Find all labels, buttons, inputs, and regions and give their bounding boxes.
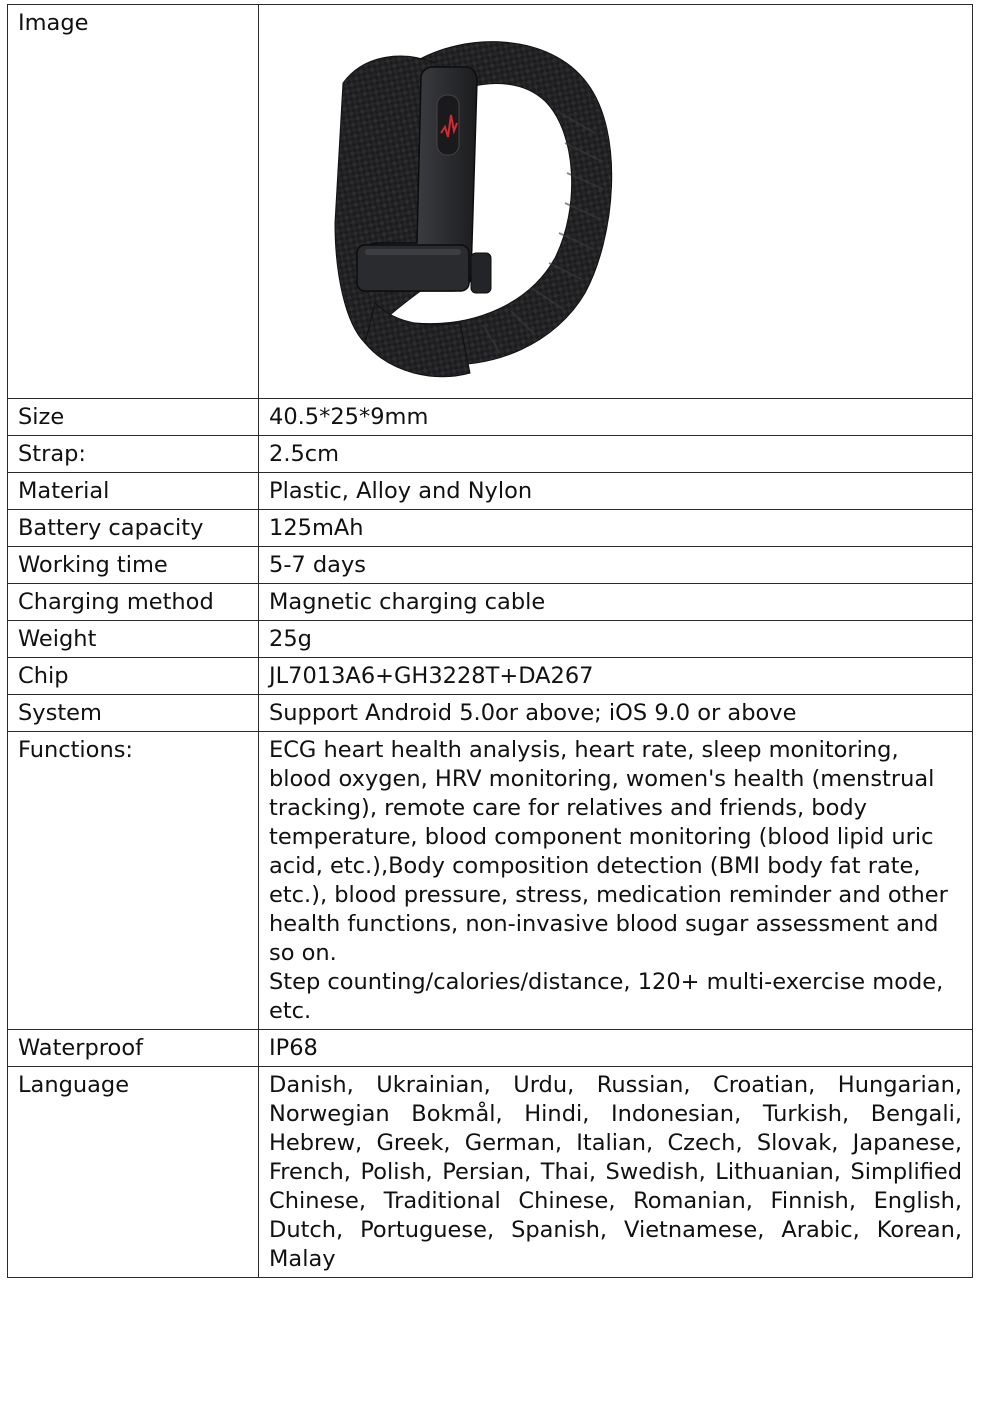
row-label: System <box>8 695 259 732</box>
row-label: Working time <box>8 547 259 584</box>
table-row <box>8 510 973 547</box>
row-value: IP68 <box>259 1030 973 1067</box>
row-label: Battery capacity <box>8 510 259 547</box>
row-label: Charging method <box>8 584 259 621</box>
row-label: Waterproof <box>8 1030 259 1067</box>
row-label: Size <box>8 399 259 436</box>
row-label: Language <box>8 1067 259 1278</box>
table-row <box>8 695 973 732</box>
table-row <box>8 621 973 658</box>
table-row-image <box>8 5 973 399</box>
row-value-languages: Danish, Ukrainian, Urdu, Russian, Croatian, Hungarian, Norwegian Bokmål, Hindi, Indonesian, Turkish, Bengali, Hebrew, Greek, German, Italian, Czech, Slovak, Japanese, French, Polish, Persian, Thai, Swedish, Lithuanian, Simplified Chinese, Traditional Chinese, Romanian, Finnish, English, Dutch, Portuguese, Spanish, Vietnamese, Arabic, Korean, Malay <box>259 1067 973 1278</box>
row-label: Material <box>8 473 259 510</box>
row-label: Strap: <box>8 436 259 473</box>
table-row <box>8 399 973 436</box>
row-value: Support Android 5.0or above; iOS 9.0 or above <box>259 695 973 732</box>
table-row <box>8 732 973 1030</box>
table-row <box>8 436 973 473</box>
row-value: 5-7 days <box>259 547 973 584</box>
row-label: Functions: <box>8 732 259 1030</box>
row-value: 25g <box>259 621 973 658</box>
row-value: 2.5cm <box>259 436 973 473</box>
table-row <box>8 1030 973 1067</box>
table-row <box>8 473 973 510</box>
spec-table <box>7 4 973 1278</box>
fitness-band-photo-icon <box>295 23 655 395</box>
table-row <box>8 658 973 695</box>
row-label: Chip <box>8 658 259 695</box>
row-value: JL7013A6+GH3228T+DA267 <box>259 658 973 695</box>
row-label-image: Image <box>8 5 259 399</box>
product-image-cell <box>259 5 973 399</box>
table-row <box>8 547 973 584</box>
table-row <box>8 1067 973 1278</box>
row-value: 125mAh <box>259 510 973 547</box>
row-label: Weight <box>8 621 259 658</box>
row-value: 40.5*25*9mm <box>259 399 973 436</box>
row-value-functions: ECG heart health analysis, heart rate, sleep monitoring, blood oxygen, HRV monitoring, women's health (menstrual tracking), remote care for relatives and friends, body temperature, blood component monitoring (blood lipid uric acid, etc.),Body composition detection (BMI body fat rate, etc.), blood pressure, stress, medication reminder and other health functions, non-invasive blood sugar assessment and so on. Step counting/calories/distance, 120+ multi-exercise mode, etc. <box>259 732 973 1030</box>
row-value: Magnetic charging cable <box>259 584 973 621</box>
row-value: Plastic, Alloy and Nylon <box>259 473 973 510</box>
table-row <box>8 584 973 621</box>
